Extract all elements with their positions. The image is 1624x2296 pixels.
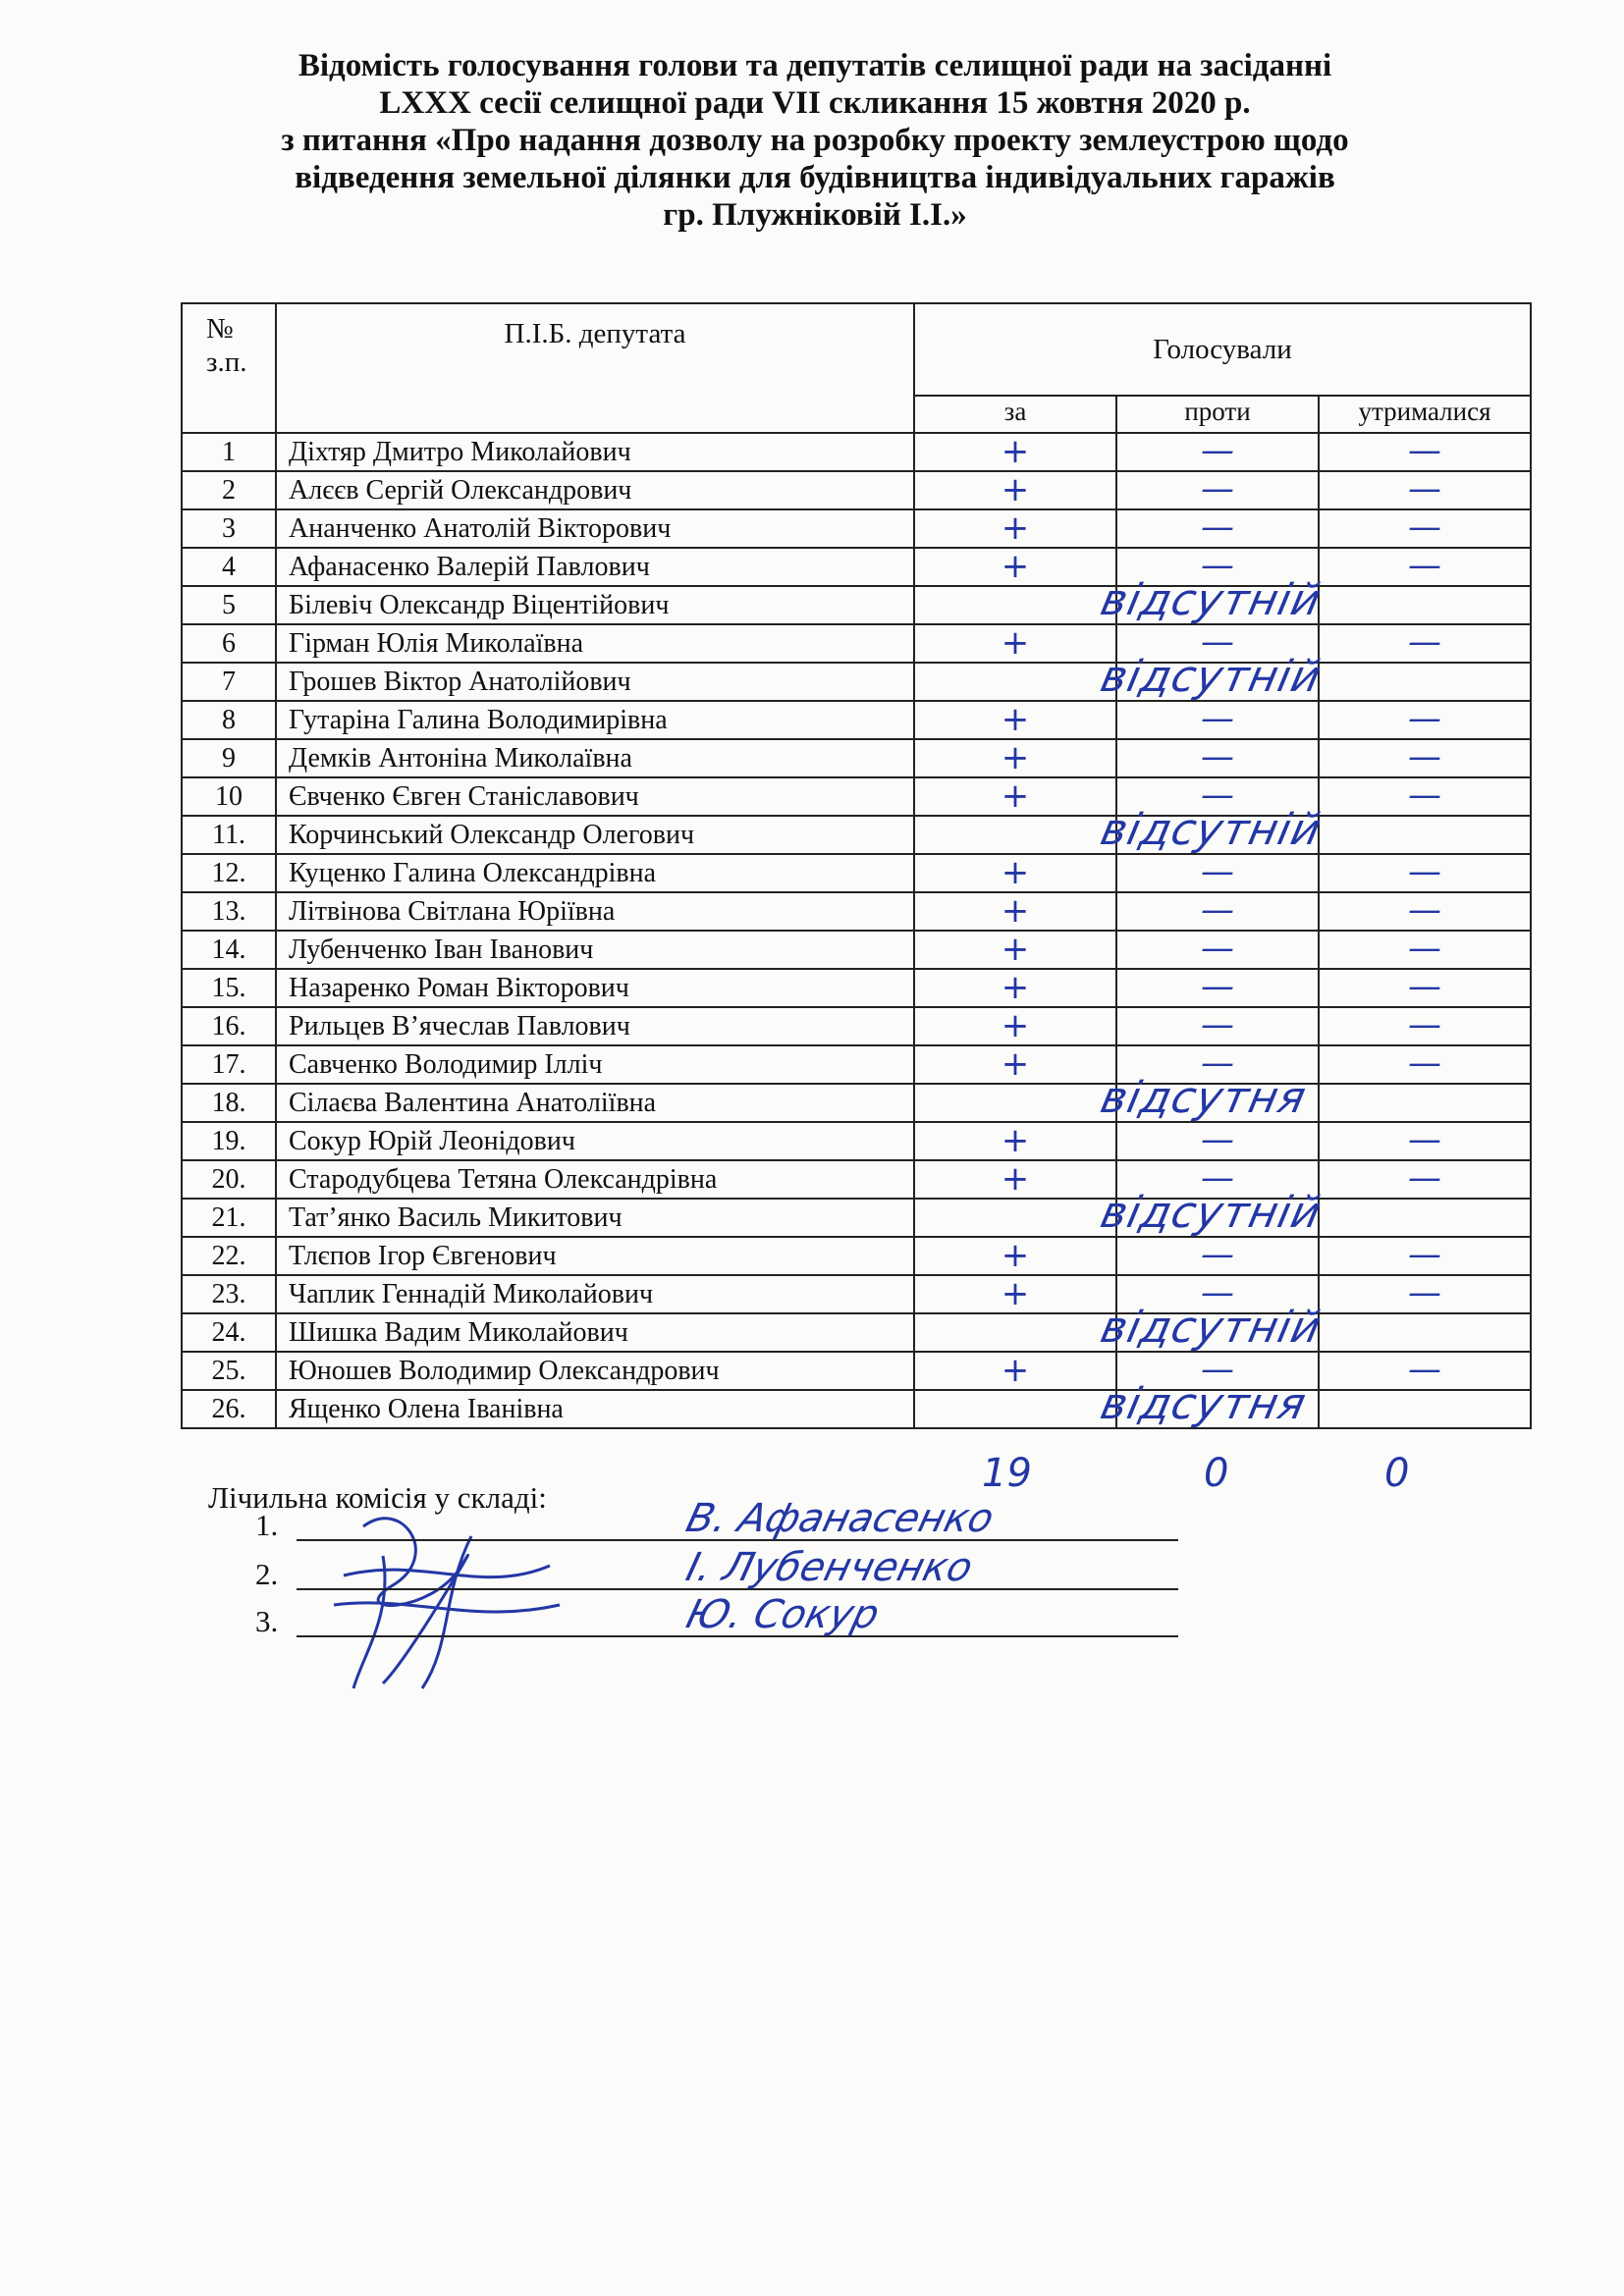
row-number: 22. bbox=[182, 1237, 276, 1275]
dash-mark: — bbox=[1408, 1349, 1441, 1389]
dash-mark: — bbox=[1408, 1234, 1441, 1274]
dash-mark: — bbox=[1201, 851, 1234, 891]
vote-against-cell bbox=[1116, 430, 1319, 471]
dash-mark: — bbox=[1408, 621, 1441, 662]
dash-mark: — bbox=[1201, 698, 1234, 738]
title-line-1: Відомість голосування голови та депутатів селищної ради на засіданні bbox=[298, 48, 1332, 83]
title-line-2: LXXX сесії селищної ради VII скликання 15 жовтня 2020 р. bbox=[379, 85, 1251, 121]
row-number: 14. bbox=[182, 931, 276, 969]
vote-against-cell bbox=[1116, 1234, 1319, 1275]
total-abstain: 0 bbox=[1384, 1451, 1410, 1496]
vote-abstain-cell bbox=[1319, 663, 1531, 701]
plus-mark: + bbox=[1001, 967, 1030, 1007]
vote-for-cell bbox=[914, 854, 1116, 892]
table-row bbox=[182, 969, 1531, 1007]
table-row bbox=[182, 433, 1531, 471]
table-row bbox=[182, 1160, 1531, 1199]
dash-mark: — bbox=[1408, 1119, 1441, 1159]
vote-for-cell bbox=[914, 701, 1116, 739]
vote-against-cell bbox=[1116, 816, 1319, 854]
table-row bbox=[182, 1237, 1531, 1275]
member-number: 3. bbox=[255, 1604, 279, 1638]
deputy-name: Алєєв Сергій Олександрович bbox=[276, 471, 914, 509]
vote-against-cell bbox=[1116, 889, 1319, 931]
deputy-name: Демків Антоніна Миколаївна bbox=[276, 739, 914, 777]
plus-mark: + bbox=[1001, 890, 1030, 931]
row-number: 2 bbox=[182, 471, 276, 509]
plus-mark: + bbox=[1001, 1235, 1030, 1275]
deputy-name: Гірман Юлія Миколаївна bbox=[276, 624, 914, 663]
vote-against-cell bbox=[1116, 1084, 1319, 1122]
vote-for-cell bbox=[914, 548, 1116, 586]
deputy-name: Шишка Вадим Миколайович bbox=[276, 1313, 914, 1352]
row-number: 9 bbox=[182, 739, 276, 777]
row-number: 8 bbox=[182, 701, 276, 739]
table-row bbox=[182, 931, 1531, 969]
plus-mark: + bbox=[1001, 546, 1030, 586]
plus-mark: + bbox=[1001, 507, 1030, 548]
vote-for-cell bbox=[914, 931, 1116, 969]
row-number: 1 bbox=[182, 433, 276, 471]
vote-against-cell bbox=[1116, 468, 1319, 509]
table-row bbox=[182, 854, 1531, 892]
deputy-name: Ященко Олена Іванівна bbox=[276, 1390, 914, 1428]
vote-abstain-cell bbox=[1319, 928, 1531, 969]
row-number: 24. bbox=[182, 1313, 276, 1352]
dash-mark: — bbox=[1408, 774, 1441, 815]
dash-mark: — bbox=[1201, 928, 1234, 968]
table-row bbox=[182, 663, 1531, 701]
vote-for-cell bbox=[914, 1303, 1326, 1353]
vote-for-cell bbox=[914, 1275, 1116, 1313]
dash-mark: — bbox=[1408, 1004, 1441, 1044]
vote-against-cell bbox=[1116, 1313, 1319, 1352]
vote-for-cell bbox=[914, 1379, 1312, 1429]
row-number: 5 bbox=[182, 586, 276, 624]
member-name: І. Лубенченко bbox=[681, 1545, 978, 1590]
plus-mark: + bbox=[1001, 1005, 1030, 1045]
table-row bbox=[182, 1122, 1531, 1160]
vote-abstain-cell bbox=[1319, 698, 1531, 739]
vote-for-cell bbox=[914, 1073, 1312, 1123]
vote-against-cell bbox=[1116, 586, 1319, 624]
absent-note: відсутній bbox=[1096, 1188, 1326, 1238]
commission-member-3 bbox=[255, 1592, 1178, 1638]
dash-mark: — bbox=[1201, 1042, 1234, 1083]
deputy-name: Ананченко Анатолій Вікторович bbox=[276, 509, 914, 548]
header-for: за bbox=[914, 396, 1116, 433]
plus-mark: + bbox=[1001, 775, 1030, 816]
row-number: 26. bbox=[182, 1390, 276, 1428]
row-number: 10 bbox=[182, 777, 276, 816]
dash-mark: — bbox=[1201, 966, 1234, 1006]
plus-mark: + bbox=[1001, 622, 1030, 663]
table-row bbox=[182, 471, 1531, 509]
vote-abstain-cell bbox=[1319, 545, 1531, 586]
vote-for-cell bbox=[914, 1045, 1116, 1084]
header-number: № з.п. bbox=[182, 303, 276, 433]
row-number: 13. bbox=[182, 892, 276, 931]
absent-note: відсутня bbox=[1096, 1379, 1312, 1429]
absent-note: відсутній bbox=[1096, 575, 1326, 625]
vote-for-cell bbox=[914, 1237, 1116, 1275]
deputy-name: Назаренко Роман Вікторович bbox=[276, 969, 914, 1007]
dash-mark: — bbox=[1408, 736, 1441, 776]
deputy-name: Рильцев В’ячеслав Павлович bbox=[276, 1007, 914, 1045]
vote-abstain-cell bbox=[1319, 621, 1531, 663]
plus-mark: + bbox=[1001, 1273, 1030, 1313]
title-line-5: гр. Плужніковій І.І.» bbox=[663, 197, 967, 233]
row-number: 21. bbox=[182, 1199, 276, 1237]
row-number: 23. bbox=[182, 1275, 276, 1313]
vote-abstain-cell bbox=[1319, 1199, 1531, 1237]
row-number: 15. bbox=[182, 969, 276, 1007]
table-row bbox=[182, 701, 1531, 739]
vote-for-cell bbox=[914, 777, 1116, 816]
dash-mark: — bbox=[1408, 468, 1441, 508]
vote-abstain-cell bbox=[1319, 509, 1531, 548]
vote-abstain-cell bbox=[1319, 1349, 1531, 1390]
table-body bbox=[182, 430, 1531, 1429]
deputy-name: Куценко Галина Олександрівна bbox=[276, 854, 914, 892]
vote-for-cell bbox=[914, 1160, 1116, 1199]
table-row bbox=[182, 892, 1531, 931]
vote-for-cell bbox=[914, 1352, 1116, 1390]
plus-mark: + bbox=[1001, 1350, 1030, 1390]
member-number: 2. bbox=[255, 1557, 279, 1591]
dash-mark: — bbox=[1201, 507, 1234, 547]
deputy-name: Чаплик Геннадій Миколайович bbox=[276, 1275, 914, 1313]
dash-mark: — bbox=[1201, 1234, 1234, 1274]
row-number: 3 bbox=[182, 509, 276, 548]
table-row bbox=[182, 1275, 1531, 1313]
absent-note: відсутній bbox=[1096, 652, 1326, 702]
vote-abstain-cell bbox=[1319, 1390, 1531, 1428]
table-row bbox=[182, 1084, 1531, 1122]
absent-note: відсутній bbox=[1096, 805, 1326, 855]
title-line-3: з питання «Про надання дозволу на розробку проекту землеустрою щодо bbox=[281, 123, 1349, 158]
deputy-name: Стародубцева Тетяна Олександрівна bbox=[276, 1160, 914, 1199]
table-row bbox=[182, 739, 1531, 777]
vote-against-cell bbox=[1116, 663, 1319, 701]
row-number: 6 bbox=[182, 624, 276, 663]
row-number: 12. bbox=[182, 854, 276, 892]
row-number: 4 bbox=[182, 548, 276, 586]
document-title bbox=[177, 47, 1453, 234]
deputy-name: Діхтяр Дмитро Миколайович bbox=[276, 433, 914, 471]
vote-against-cell bbox=[1116, 698, 1319, 739]
dash-mark: — bbox=[1201, 774, 1234, 815]
deputy-name: Євченко Євген Станіславович bbox=[276, 777, 914, 816]
plus-mark: + bbox=[1001, 737, 1030, 777]
dash-mark: — bbox=[1408, 507, 1441, 547]
absent-note: відсутня bbox=[1096, 1073, 1312, 1123]
dash-mark: — bbox=[1201, 468, 1234, 508]
deputy-name: Білевіч Олександр Віцентійович bbox=[276, 586, 914, 624]
vote-abstain-cell bbox=[1319, 816, 1531, 854]
vote-for-cell bbox=[914, 1188, 1326, 1238]
deputy-name: Лубенченко Іван Іванович bbox=[276, 931, 914, 969]
commission-member-2 bbox=[255, 1545, 1178, 1591]
plus-mark: + bbox=[1001, 1120, 1030, 1160]
table-row bbox=[182, 1352, 1531, 1390]
table-row bbox=[182, 1007, 1531, 1045]
row-number: 11. bbox=[182, 816, 276, 854]
table-row bbox=[182, 1045, 1531, 1084]
vote-abstain-cell bbox=[1319, 1157, 1531, 1199]
vote-abstain-cell bbox=[1319, 1119, 1531, 1160]
total-for: 19 bbox=[982, 1451, 1032, 1496]
table-row bbox=[182, 816, 1531, 854]
row-number: 25. bbox=[182, 1352, 276, 1390]
vote-for-cell bbox=[914, 805, 1326, 855]
dash-mark: — bbox=[1201, 621, 1234, 662]
vote-for-cell bbox=[914, 652, 1326, 702]
dash-mark: — bbox=[1408, 1157, 1441, 1198]
title-line-4: відведення земельної ділянки для будівництва індивідуальних гаражів bbox=[295, 160, 1335, 195]
row-number: 7 bbox=[182, 663, 276, 701]
dash-mark: — bbox=[1408, 966, 1441, 1006]
header-voted: Голосували bbox=[914, 303, 1531, 396]
deputy-name: Корчинський Олександр Олегович bbox=[276, 816, 914, 854]
plus-mark: + bbox=[1001, 1043, 1030, 1084]
plus-mark: + bbox=[1001, 1158, 1030, 1199]
dash-mark: — bbox=[1201, 545, 1234, 585]
vote-for-cell bbox=[914, 1122, 1116, 1160]
deputy-name: Афанасенко Валерій Павлович bbox=[276, 548, 914, 586]
dash-mark: — bbox=[1201, 736, 1234, 776]
vote-against-cell bbox=[1116, 736, 1319, 777]
dash-mark: — bbox=[1201, 1157, 1234, 1198]
vote-against-cell bbox=[1116, 1119, 1319, 1160]
commission-member-1 bbox=[255, 1496, 1178, 1542]
dash-mark: — bbox=[1408, 928, 1441, 968]
member-name: В. Афанасенко bbox=[681, 1496, 999, 1541]
dash-mark: — bbox=[1201, 430, 1234, 470]
deputy-name: Савченко Володимир Ілліч bbox=[276, 1045, 914, 1084]
vote-against-cell bbox=[1116, 1390, 1319, 1428]
vote-abstain-cell bbox=[1319, 430, 1531, 471]
vote-for-cell bbox=[914, 969, 1116, 1007]
vote-for-cell bbox=[914, 575, 1326, 625]
dash-mark: — bbox=[1408, 1272, 1441, 1312]
vote-abstain-cell bbox=[1319, 1313, 1531, 1352]
vote-abstain-cell bbox=[1319, 468, 1531, 509]
vote-abstain-cell bbox=[1319, 586, 1531, 624]
row-number: 18. bbox=[182, 1084, 276, 1122]
dash-mark: — bbox=[1201, 1272, 1234, 1312]
header-name: П.І.Б. депутата bbox=[276, 303, 914, 433]
deputy-name: Сілаєва Валентина Анатоліївна bbox=[276, 1084, 914, 1122]
dash-mark: — bbox=[1408, 851, 1441, 891]
table-row bbox=[182, 1313, 1531, 1352]
dash-mark: — bbox=[1408, 545, 1441, 585]
vote-against-cell bbox=[1116, 1199, 1319, 1237]
plus-mark: + bbox=[1001, 469, 1030, 509]
dash-mark: — bbox=[1201, 1349, 1234, 1389]
row-number: 17. bbox=[182, 1045, 276, 1084]
dash-mark: — bbox=[1408, 430, 1441, 470]
vote-abstain-cell bbox=[1319, 1084, 1531, 1122]
vote-against-cell bbox=[1116, 1004, 1319, 1045]
row-number: 19. bbox=[182, 1122, 276, 1160]
table-row bbox=[182, 586, 1531, 624]
dash-mark: — bbox=[1201, 889, 1234, 930]
table-row bbox=[182, 1390, 1531, 1428]
vote-abstain-cell bbox=[1319, 889, 1531, 931]
table-row bbox=[182, 777, 1531, 816]
vote-for-cell bbox=[914, 624, 1116, 663]
vote-against-cell bbox=[1116, 928, 1319, 969]
table-row bbox=[182, 548, 1531, 586]
deputy-name: Тлєпов Ігор Євгенович bbox=[276, 1237, 914, 1275]
deputy-name: Юношев Володимир Олександрович bbox=[276, 1352, 914, 1390]
header-abstain: утрималися bbox=[1319, 396, 1531, 433]
deputy-name: Гутаріна Галина Володимирівна bbox=[276, 701, 914, 739]
vote-abstain-cell bbox=[1319, 851, 1531, 892]
vote-abstain-cell bbox=[1319, 736, 1531, 777]
vote-for-cell bbox=[914, 739, 1116, 777]
row-number: 20. bbox=[182, 1160, 276, 1199]
vote-abstain-cell bbox=[1319, 1272, 1531, 1313]
vote-against-cell bbox=[1116, 509, 1319, 548]
vote-abstain-cell bbox=[1319, 966, 1531, 1007]
plus-mark: + bbox=[1001, 852, 1030, 892]
vote-for-cell bbox=[914, 1007, 1116, 1045]
dash-mark: — bbox=[1408, 889, 1441, 930]
vote-for-cell bbox=[914, 471, 1116, 509]
plus-mark: + bbox=[1001, 929, 1030, 969]
vote-abstain-cell bbox=[1319, 1042, 1531, 1084]
deputy-name: Тат’янко Василь Микитович bbox=[276, 1199, 914, 1237]
table-row bbox=[182, 1199, 1531, 1237]
deputy-name: Грошев Віктор Анатолійович bbox=[276, 663, 914, 701]
dash-mark: — bbox=[1408, 1042, 1441, 1083]
row-number: 16. bbox=[182, 1007, 276, 1045]
vote-abstain-cell bbox=[1319, 1004, 1531, 1045]
table-row bbox=[182, 624, 1531, 663]
voting-table bbox=[181, 302, 1532, 1429]
vote-for-cell bbox=[914, 509, 1116, 548]
vote-against-cell bbox=[1116, 851, 1319, 892]
vote-against-cell bbox=[1116, 966, 1319, 1007]
commission-label: Лічильна комісія у складі: bbox=[208, 1480, 547, 1515]
table-row bbox=[182, 509, 1531, 548]
dash-mark: — bbox=[1408, 698, 1441, 738]
plus-mark: + bbox=[1001, 431, 1030, 471]
dash-mark: — bbox=[1201, 1004, 1234, 1044]
header-against: проти bbox=[1116, 396, 1319, 433]
member-number: 1. bbox=[255, 1508, 279, 1542]
deputy-name: Літвінова Світлана Юріївна bbox=[276, 892, 914, 931]
total-against: 0 bbox=[1204, 1451, 1229, 1496]
vote-abstain-cell bbox=[1319, 1234, 1531, 1275]
vote-abstain-cell bbox=[1319, 774, 1531, 816]
member-name: Ю. Сокур bbox=[681, 1592, 884, 1637]
absent-note: відсутній bbox=[1096, 1303, 1326, 1353]
vote-for-cell bbox=[914, 892, 1116, 931]
plus-mark: + bbox=[1001, 699, 1030, 739]
vote-for-cell bbox=[914, 433, 1116, 471]
dash-mark: — bbox=[1201, 1119, 1234, 1159]
deputy-name: Сокур Юрій Леонідович bbox=[276, 1122, 914, 1160]
